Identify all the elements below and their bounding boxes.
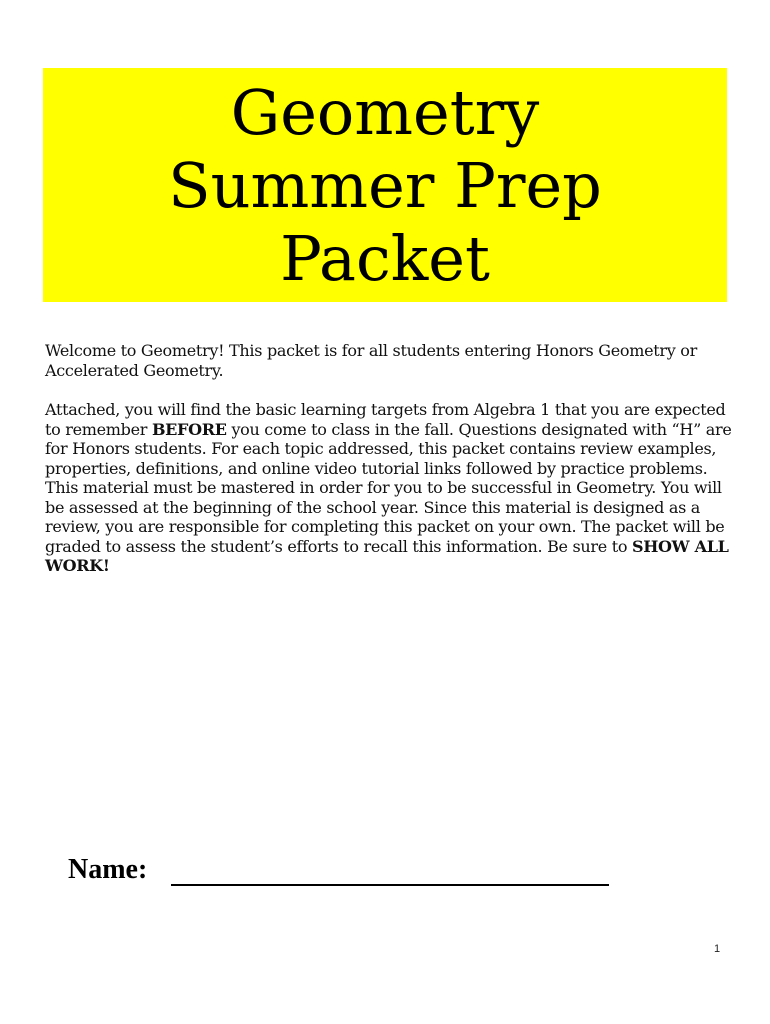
name-blank-line[interactable] <box>171 884 609 886</box>
instructions-paragraph <box>45 400 735 576</box>
before-emphasis: BEFORE <box>151 419 227 439</box>
title-line-2: Summer Prep <box>168 148 602 222</box>
instructions-text-1: Attached, you will find the basic learning targets from Algebra 1 that you are expected to remember <box>45 400 726 439</box>
title-line-1: Geometry <box>230 75 540 149</box>
intro-text <box>45 341 735 576</box>
title-banner <box>43 68 727 302</box>
welcome-paragraph: Welcome to Geometry! This packet is for all students entering Honors Geometry or Accelerated Geometry. <box>45 341 697 380</box>
page-number: 1 <box>714 943 721 955</box>
show-all-work-emphasis: SHOW ALL WORK! <box>45 536 729 575</box>
title-line-3: Packet <box>280 221 490 295</box>
name-field <box>68 852 609 888</box>
instructions-text-2: you come to class in the fall. Questions designated with “H” are for Honors students. For each topic addressed, this packet contains review examples, properties, definitions, and online video tutorial links followed by practice problems. This material must be mastered in order for you to be successful in Geometry. You will be assessed at the beginning of the school year. Since this material is designed as a review, you are responsible for completing this packet on your own. The packet will be graded to assess the student’s efforts to recall this information. Be sure to <box>45 419 732 556</box>
name-label: Name: <box>68 854 148 885</box>
